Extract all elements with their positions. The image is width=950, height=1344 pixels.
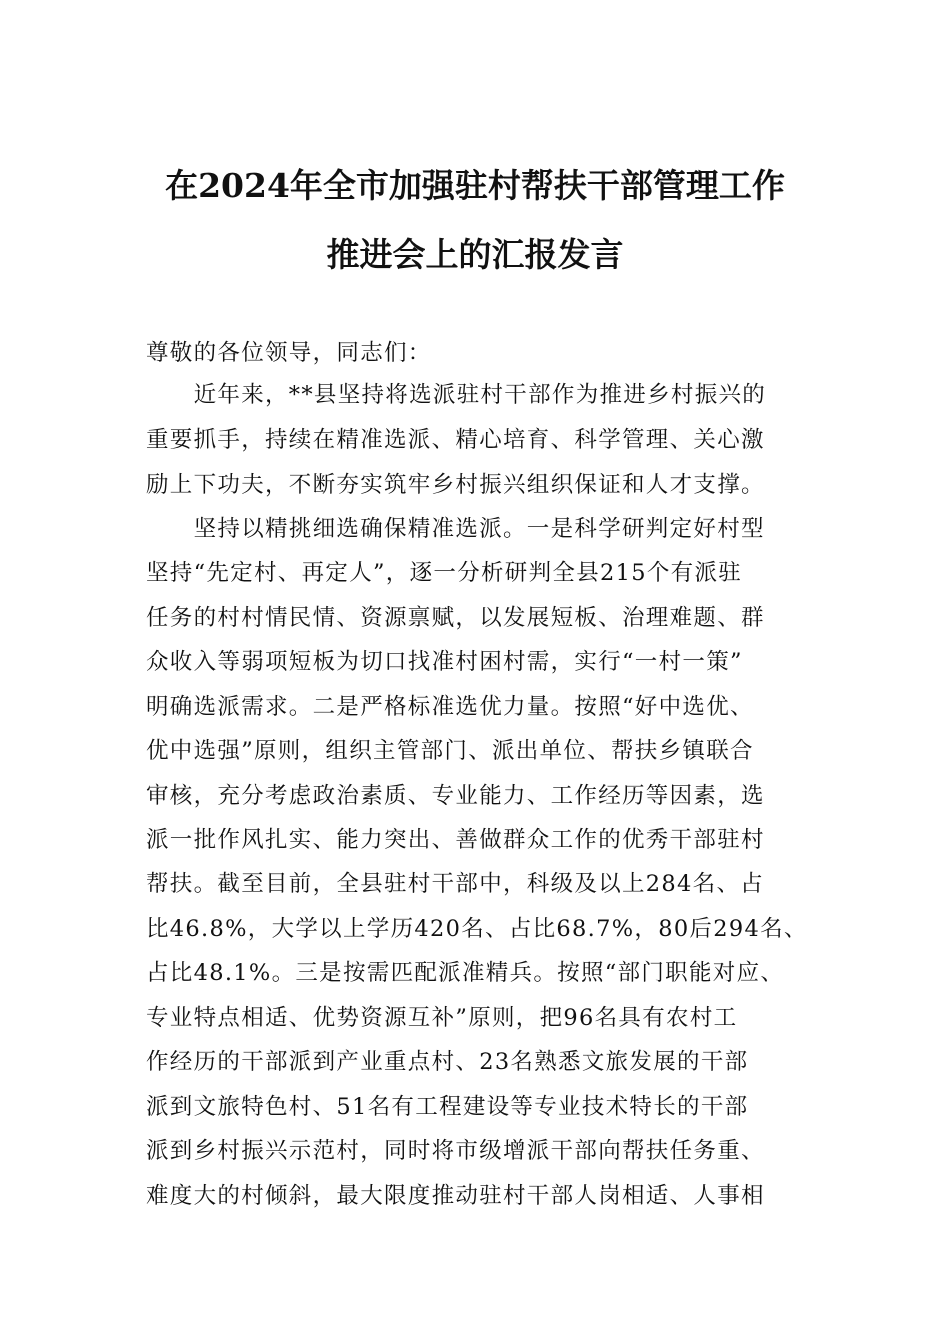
- document-title-line-1: 在2024年全市加强驻村帮扶干部管理工作: [165, 166, 785, 205]
- text-line: 审核，充分考虑政治素质、专业能力、工作经历等因素，选: [146, 783, 765, 809]
- text-line: 派一批作风扎实、能力突出、善做群众工作的优秀干部驻村: [146, 827, 765, 853]
- text-line: 专业特点相适、优势资源互补”原则，把96名具有农村工: [146, 1005, 738, 1031]
- text-line: 众收入等弱项短板为切口找准村困村需，实行“一村一策”: [146, 649, 743, 675]
- text-line: 任务的村村情民情、资源禀赋，以发展短板、治理难题、群: [146, 605, 765, 631]
- text-line: 坚持以精挑细选确保精准选派。一是科学研判定好村型: [146, 516, 765, 542]
- text-line: 重要抓手，持续在精准选派、精心培育、科学管理、关心激: [146, 427, 765, 453]
- text-line: 作经历的干部派到产业重点村、23名熟悉文旅发展的干部: [146, 1049, 749, 1075]
- text-line: 帮扶。截至目前，全县驻村干部中，科级及以上284名、占: [146, 871, 765, 897]
- text-line: 难度大的村倾斜，最大限度推动驻村干部人岗相适、人事相: [146, 1183, 765, 1209]
- text-line: 占比48.1%。三是按需匹配派准精兵。按照“部门职能对应、: [146, 960, 785, 986]
- text-line: 尊敬的各位领导，同志们：: [146, 340, 432, 366]
- text-line: 明确选派需求。二是严格标准选优力量。按照“好中选优、: [146, 694, 754, 720]
- text-line: 励上下功夫，不断夯实筑牢乡村振兴组织保证和人才支撑。: [146, 472, 765, 498]
- text-line: 坚持“先定村、再定人”，逐一分析研判全县215个有派驻: [146, 560, 743, 586]
- text-line: 派到乡村振兴示范村，同时将市级增派干部向帮扶任务重、: [146, 1138, 765, 1164]
- document-title-line-2: 推进会上的汇报发言: [326, 235, 624, 274]
- text-line: 近年来，**县坚持将选派驻村干部作为推进乡村振兴的: [146, 382, 767, 408]
- text-line: 优中选强”原则，组织主管部门、派出单位、帮扶乡镇联合: [146, 738, 754, 764]
- text-line: 比46.8%，大学以上学历420名、占比68.7%，80后294名、: [146, 916, 808, 942]
- text-line: 派到文旅特色村、51名有工程建设等专业技术特长的干部: [146, 1094, 749, 1120]
